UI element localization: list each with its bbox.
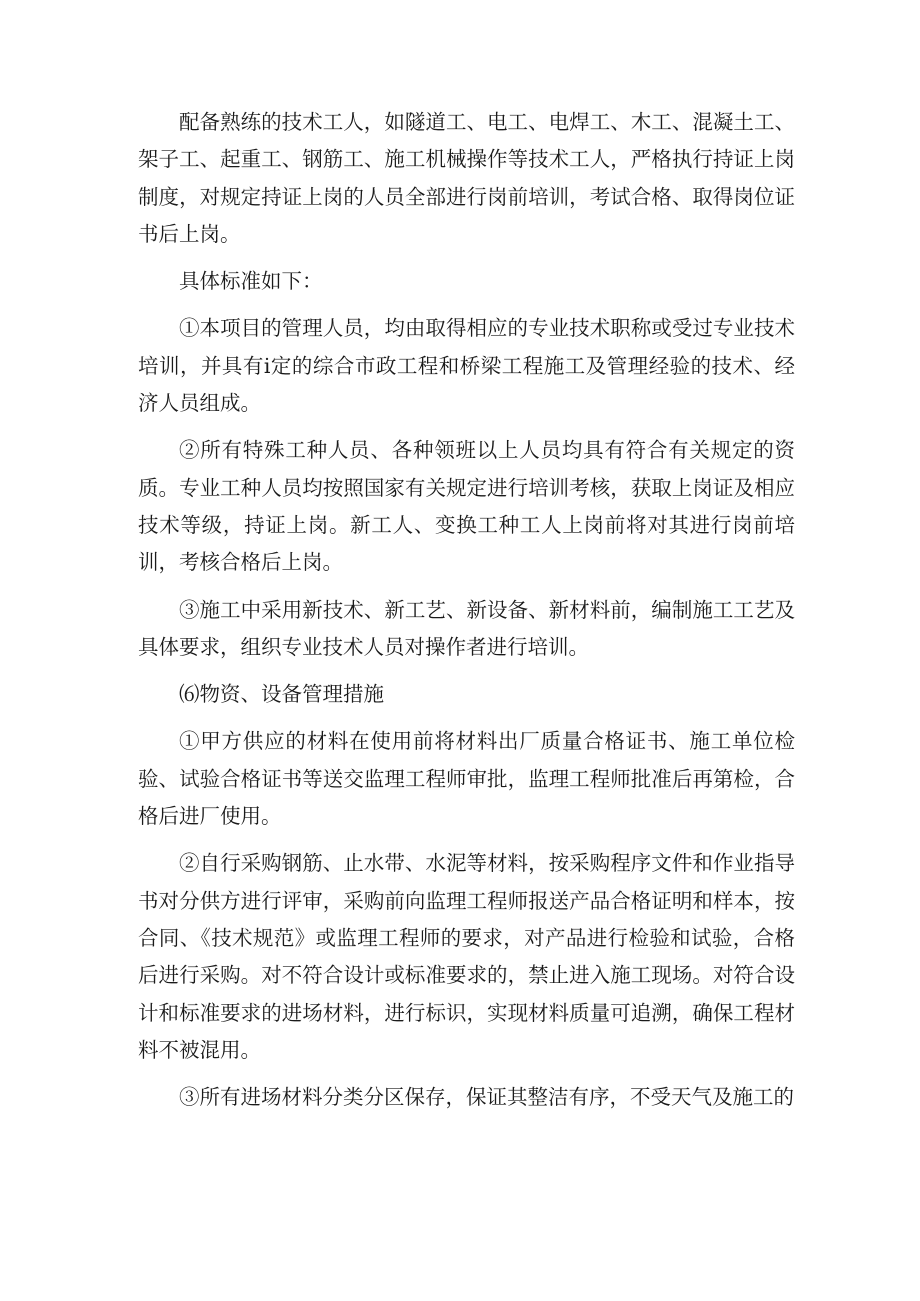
paragraph-materials-2: ②自行采购钢筋、止水带、水泥等材料，按采购程序文件和作业指导书对分供方进行评审，采购前向监理工程师报送产品合格证明和样本，按合同、《技术规范》或监理工程师的要求，对产品进行检验和试验，合格后进行采购。对不符合设计或标准要求的，禁止进入施工现场。对符合设计和标准要求的进场材料，进行标识，实现材料质量可追溯，确保工程材料不被混用。 [138, 851, 795, 1062]
paragraph-standard-2: ②所有特殊工种人员、各种领班以上人员均具有符合有关规定的资质。专业工种人员均按照国家有关规定进行培训考核，获取上岗证及相应技术等级，持证上岗。新工人、变换工种工人上岗前将对其进行岗前培训，考核合格后上岗。 [138, 438, 795, 575]
paragraph-skilled-workers: 配备熟练的技术工人，如隧道工、电工、电焊工、木工、混凝土工、架子工、起重工、钢筋工、施工机械操作等技术工人，严格执行持证上岗制度，对规定持证上岗的人员全部进行岗前培训，考试合格、取得岗位证书后上岗。 [138, 110, 795, 246]
paragraph-materials-3: ③所有进场材料分类分区保存，保证其整洁有序，不受天气及施工的 [179, 1085, 794, 1110]
paragraph-materials-1: ①甲方供应的材料在使用前将材料出厂质量合格证书、施工单位检验、试验合格证书等送交监理工程师审批，监理工程师批准后再第检，合格后进厂使用。 [138, 729, 795, 829]
paragraph-standards-intro: 具体标准如下： [179, 269, 323, 294]
paragraph-standard-3: ③施工中采用新技术、新工艺、新设备、新材料前，编制施工工艺及具体要求，组织专业技术人员对操作者进行培训。 [138, 597, 795, 659]
section-heading-materials: ⑹物资、设备管理措施 [179, 682, 384, 707]
paragraph-standard-1: ①本项目的管理人员，均由取得相应的专业技术职称或受过专业技术培训，并具有i定的综合市政工程和桥梁工程施工及管理经验的技术、经济人员组成。 [138, 316, 795, 416]
document-body [138, 104, 795, 1126]
